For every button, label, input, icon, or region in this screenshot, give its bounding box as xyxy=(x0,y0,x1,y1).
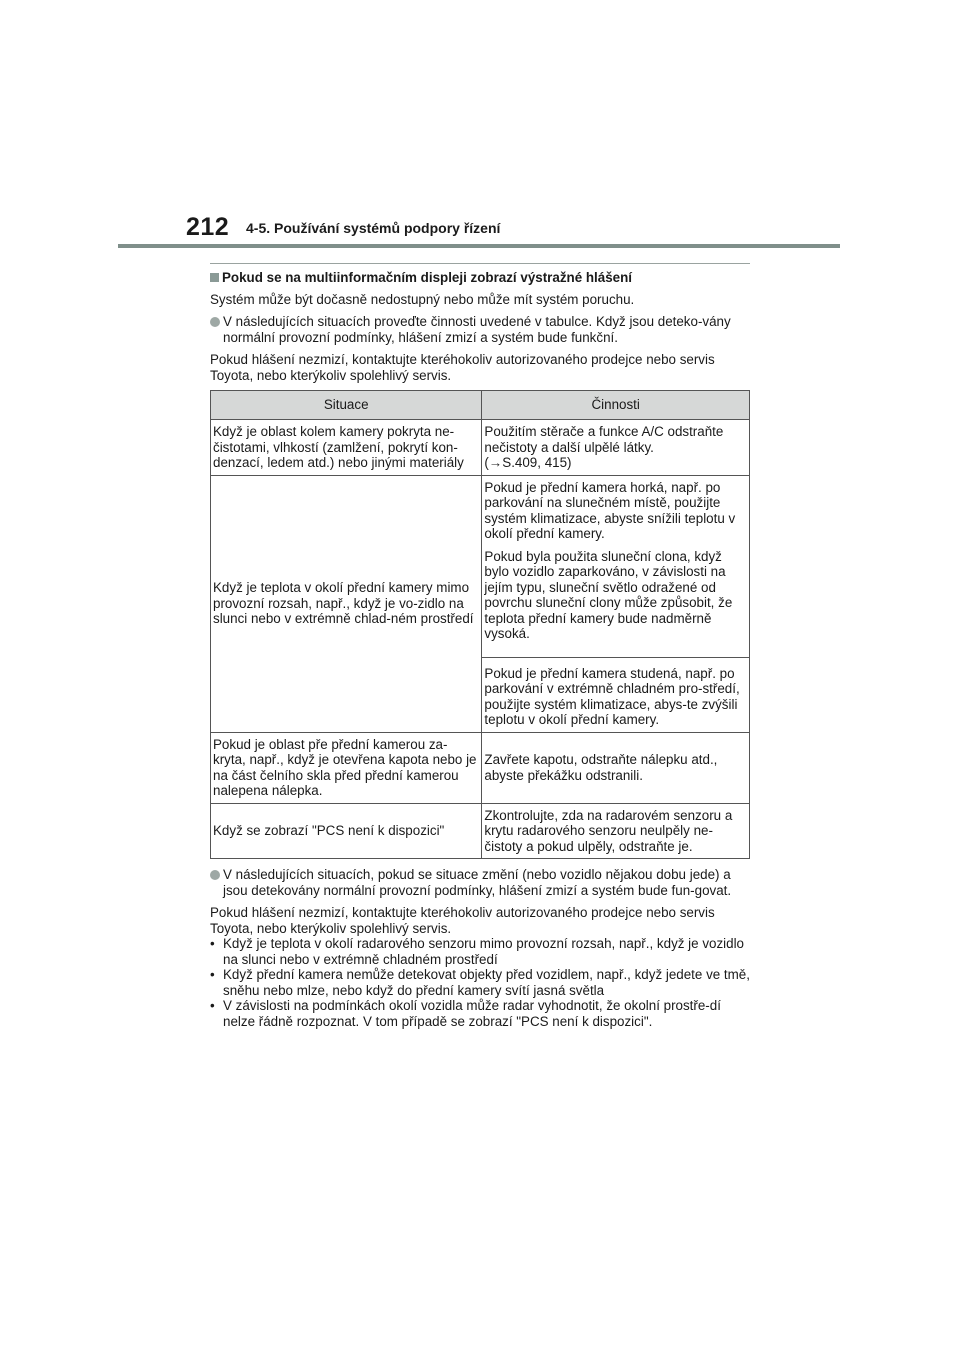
contact-paragraph: Pokud hlášení nezmizí, kontaktujte kteréhokoliv autorizovaného prodejce nebo servis Toyota, nebo kterýkoliv spolehlivý servis. xyxy=(210,905,715,936)
contact-paragraph: Pokud hlášení nezmizí, kontaktujte kteréhokoliv autorizovaného prodejce nebo servis Toyota, nebo kterýkoliv spolehlivý servis. xyxy=(210,352,715,383)
table-row xyxy=(211,420,750,476)
topic-divider xyxy=(210,263,750,264)
action-text: Použitím stěrače a funkce A/C odstraňte nečistoty a další ulpělé látky. xyxy=(484,424,724,455)
header-situation: Situace xyxy=(211,391,482,420)
action-text: Pokud je přední kamera horká, např. po parkování na slunečném místě, použijte systém klimatizace, abyste snížili teplotu v okolí přední kamery. xyxy=(484,479,736,541)
header-rule xyxy=(118,244,840,248)
situations-table xyxy=(210,390,750,859)
header-actions: Činnosti xyxy=(482,391,750,420)
table-row xyxy=(211,475,750,732)
topic-heading-text: Pokud se na multiinformačním displeji zobrazí výstražné hlášení xyxy=(222,270,633,285)
situation-cell: Když je teplota v okolí přední kamery mimo provozní rozsah, např., když je vo-zidlo na slunci nebo v extrémně chlad-ném prostředí xyxy=(211,475,482,732)
list-item xyxy=(210,967,750,998)
intro-paragraph: Systém může být dočasně nedostupný nebo může mít systém poruchu. xyxy=(210,291,635,307)
list-item xyxy=(210,936,750,967)
list-marker: • xyxy=(210,936,215,951)
table-row xyxy=(211,732,750,803)
table-row xyxy=(211,803,750,859)
action-cell: Zkontrolujte, zda na radarovém senzoru a krytu radarového senzoru neulpěly ne-čistoty a pokud ulpěly, odstraňte je. xyxy=(482,803,750,859)
list-marker: • xyxy=(210,967,215,982)
circle-bullet-icon xyxy=(210,317,220,327)
bullet-text: V následujících situacích proveďte činnosti uvedené v tabulce. Když jsou deteko-vány normální provozní podmínky, hlášení zmizí a systém bude funkční. xyxy=(223,314,731,345)
section-title: 4-5. Používání systémů podpory řízení xyxy=(246,220,501,236)
square-bullet-icon xyxy=(210,273,219,282)
situation-cell: Když je oblast kolem kamery pokryta ne-čistotami, vlhkostí (zamlžení, pokrytí kon-denzací, ledem atd.) nebo jinými materiály xyxy=(211,420,482,476)
bullet-item xyxy=(210,867,750,898)
page-reference: (→S.409, 415) xyxy=(484,455,572,470)
action-text: Pokud je přední kamera studená, např. po parkování v extrémně chladném pro-středí, použijte systém klimatizace, abys-te zvýšili teplotu v okolí přední kamery. xyxy=(484,665,740,727)
list-item-text: Když přední kamera nemůže detekovat objekty před vozidlem, např., když jedete ve tmě, sněhu nebo mlze, nebo když do přední kamery svítí jasná světla xyxy=(223,967,750,998)
situation-cell: Pokud je oblast pře přední kamerou za-kryta, např., když je otevřena kapota nebo je na část čelního skla před přední kamerou nalepena nálepka. xyxy=(211,732,482,803)
table-header-row xyxy=(211,391,750,420)
list-item-text: Když je teplota v okolí radarového senzoru mimo provozní rozsah, např., když je vozidlo na slunci nebo v extrémně chladném prostředí xyxy=(223,936,745,967)
bullet-text: V následujících situacích, pokud se situace změní (nebo vozidlo nějakou dobu jede) a jsou detekovány normální provozní podmínky, hlášení zmizí a systém bude fun-govat. xyxy=(223,867,732,898)
list-item-text: V závislosti na podmínkách okolí vozidla může radar vyhodnotit, že okolní prostře-dí nelze řádně rozpoznat. V tom případě se zobrazí "PCS není k dispozici". xyxy=(223,998,721,1029)
action-cell xyxy=(482,475,750,732)
cell-divider xyxy=(482,657,749,658)
situation-cell: Když se zobrazí "PCS není k dispozici" xyxy=(211,803,482,859)
topic-heading xyxy=(210,270,750,286)
circle-bullet-icon xyxy=(210,870,220,880)
action-cell: Zavřete kapotu, odstraňte nálepku atd., abyste překážku odstranili. xyxy=(482,732,750,803)
action-text: Pokud byla použita sluneční clona, když bylo vozidlo zaparkováno, v závislosti na jejím typu, sluneční světlo odražené od povrchu sluneční clony může způsobit, že teplota přední kamery bude nadměrně vysoká. xyxy=(484,548,733,641)
list-item xyxy=(210,998,750,1029)
action-cell xyxy=(482,420,750,476)
page-number: 212 xyxy=(186,213,230,241)
bullet-item xyxy=(210,314,750,345)
list-marker: • xyxy=(210,998,215,1013)
content xyxy=(210,263,750,1029)
